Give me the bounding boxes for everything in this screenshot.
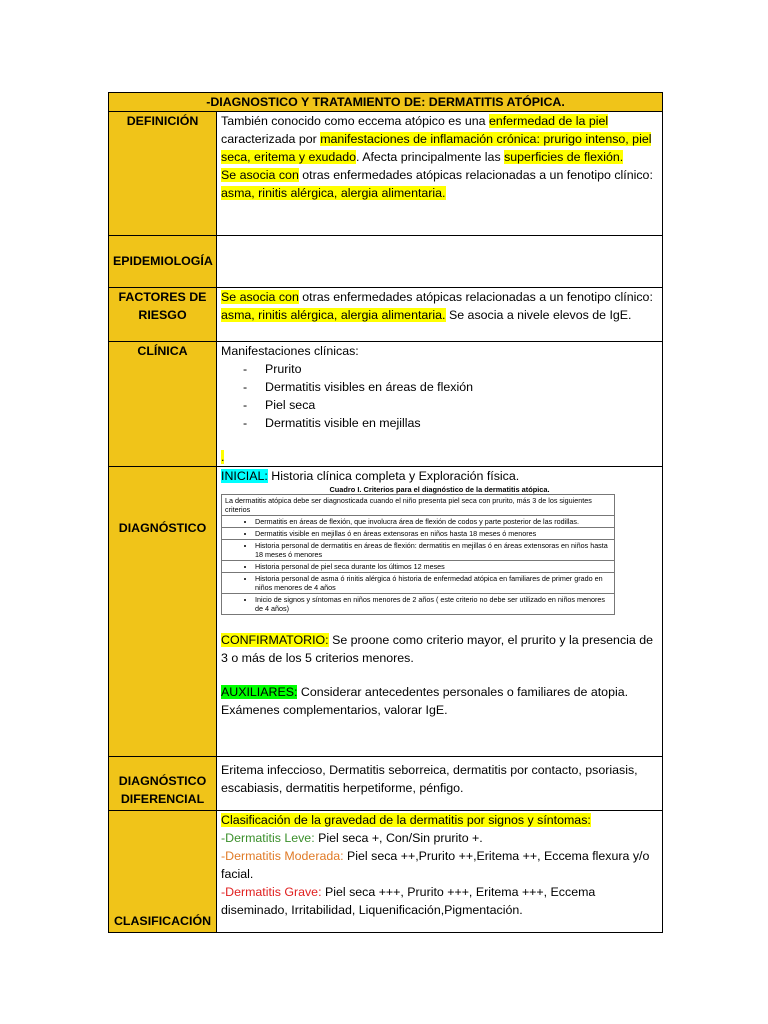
label-clasificacion-text: CLASIFICACIÓN bbox=[113, 914, 212, 928]
row-clinica bbox=[109, 342, 663, 467]
list-item: - Dermatitis visibles en áreas de flexión bbox=[243, 378, 658, 396]
definicion-text-1: También conocido como eccema atópico es una bbox=[221, 114, 489, 128]
inicial-text: Historia clínica completa y Exploración física. bbox=[267, 469, 520, 483]
row-diagnostico bbox=[109, 467, 663, 757]
aux-text: Considerar antecedentes personales o familiares de atopia. Exámenes complementarios, valorar IgE. bbox=[221, 685, 629, 717]
criteria-item: • Dermatitis visible en mejillas ó en áreas extensoras en niños hasta 18 meses ó menores bbox=[255, 529, 611, 538]
label-diagnostico bbox=[109, 467, 217, 757]
row-epidemiologia bbox=[109, 236, 663, 288]
definicion-highlight-1: enfermedad de la piel bbox=[488, 114, 609, 128]
label-diferencial-text: DIAGNÓSTICO DIFERENCIAL bbox=[118, 774, 207, 806]
label-diferencial bbox=[109, 757, 217, 811]
document-title: -DIAGNOSTICO Y TRATAMIENTO DE: DERMATITIS ATÓPICA. bbox=[109, 93, 663, 112]
definicion-highlight-2: manifestaciones de inflamación crónica: prurigo intenso, piel seca, eritema y exudado bbox=[221, 132, 652, 164]
grave-text: Piel seca +++, Prurito +++, Eritema +++, Eccema diseminado, Irritabilidad, Liquenificación,Pigmentación. bbox=[221, 885, 596, 917]
label-definicion: DEFINICIÓN bbox=[109, 112, 217, 236]
criteria-item: • Dermatitis en áreas de flexión, que involucra área de flexión de codos y parte posterior de las rodillas. bbox=[255, 517, 611, 526]
content-factores bbox=[217, 288, 663, 342]
grave-label: -Dermatitis Grave: bbox=[221, 885, 322, 899]
aux-label: AUXILIARES: bbox=[221, 685, 298, 699]
label-diagnostico-text: DIAGNÓSTICO bbox=[118, 521, 207, 535]
content-clasificacion bbox=[217, 811, 663, 933]
criteria-item: • Inicio de signos y síntomas en niños menores de 2 años ( este criterio no debe ser utilizado en niños menores de 4 años) bbox=[255, 595, 611, 613]
row-factores bbox=[109, 288, 663, 342]
inicial-label: INICIAL: bbox=[221, 469, 268, 483]
definicion-highlight-4: Se asocia con bbox=[221, 168, 299, 182]
content-clinica bbox=[217, 342, 663, 467]
definicion-text-3: . Afecta principalmente las bbox=[356, 150, 505, 164]
factores-highlight-1: Se asocia con bbox=[221, 290, 299, 304]
moderada-text: Piel seca ++,Prurito ++,Eritema ++, Eccema flexura y/o facial. bbox=[221, 849, 650, 881]
title-row bbox=[109, 93, 663, 112]
definicion-text-4: otras enfermedades atópicas relacionadas a un fenotipo clínico: bbox=[298, 168, 653, 182]
leve-text: Piel seca +, Con/Sin prurito +. bbox=[314, 831, 483, 845]
row-clasificacion bbox=[109, 811, 663, 933]
clinica-mark: . bbox=[221, 450, 225, 464]
clinica-intro: Manifestaciones clínicas: bbox=[221, 344, 359, 358]
list-item: - Dermatitis visible en mejillas bbox=[243, 414, 658, 432]
definicion-highlight-5: asma, rinitis alérgica, alergia alimentaria. bbox=[221, 186, 446, 200]
label-clinica: CLÍNICA bbox=[109, 342, 217, 467]
criteria-title: Cuadro I. Criterios para el diagnóstico de la dermatitis atópica. bbox=[329, 485, 550, 494]
row-diferencial bbox=[109, 757, 663, 811]
definicion-text-2: caracterizada por bbox=[221, 132, 321, 146]
factores-text-1: otras enfermedades atópicas relacionadas a un fenotipo clínico: bbox=[298, 290, 653, 304]
content-epidemiologia bbox=[217, 236, 663, 288]
list-item: - Piel seca bbox=[243, 396, 658, 414]
moderada-label: -Dermatitis Moderada: bbox=[221, 849, 344, 863]
criteria-table bbox=[221, 494, 615, 615]
criteria-item: • Historia personal de asma ó rinitis alérgica ó historia de enfermedad atópica en familiares de primer grado en niños menores de 4 años bbox=[255, 574, 611, 592]
clasificacion-heading: Clasificación de la gravedad de la dermatitis por signos y síntomas: bbox=[221, 813, 591, 827]
content-definicion bbox=[217, 112, 663, 236]
label-epidemiologia-text: EPIDEMIOLOGÍA bbox=[113, 254, 213, 268]
label-clasificacion bbox=[109, 811, 217, 933]
content-diagnostico bbox=[217, 467, 663, 757]
list-item: - Prurito bbox=[243, 360, 658, 378]
label-epidemiologia bbox=[109, 236, 217, 288]
content-diferencial: Eritema infeccioso, Dermatitis seborreica, dermatitis por contacto, psoriasis, escabiasis, dermatitis herpetiforme, pénfigo. bbox=[217, 757, 663, 811]
diagnosis-table bbox=[108, 92, 663, 933]
confirm-label: CONFIRMATORIO: bbox=[221, 633, 329, 647]
definicion-highlight-3: superficies de flexión. bbox=[504, 150, 624, 164]
criteria-item: • Historia personal de piel seca durante los últimos 12 meses bbox=[255, 562, 611, 571]
factores-text-2: Se asocia a nivele elevos de IgE. bbox=[445, 308, 632, 322]
criteria-intro: La dermatitis atópica debe ser diagnosticada cuando el niño presenta piel seca con prurito, más 3 de los siguientes criterios bbox=[222, 495, 615, 516]
criteria-item: • Historia personal de dermatitis en áreas de flexión: dermatitis en mejillas ó en áreas extensoras en niños hasta 18 meses ó menores bbox=[255, 541, 611, 559]
factores-highlight-2: asma, rinitis alérgica, alergia alimentaria. bbox=[221, 308, 446, 322]
clinica-list bbox=[221, 360, 658, 432]
leve-label: -Dermatitis Leve: bbox=[221, 831, 315, 845]
label-factores: FACTORES DE RIESGO bbox=[109, 288, 217, 342]
confirm-text: Se proone como criterio mayor, el prurito y la presencia de 3 o más de los 5 criterios menores. bbox=[221, 633, 654, 665]
row-definicion bbox=[109, 112, 663, 236]
